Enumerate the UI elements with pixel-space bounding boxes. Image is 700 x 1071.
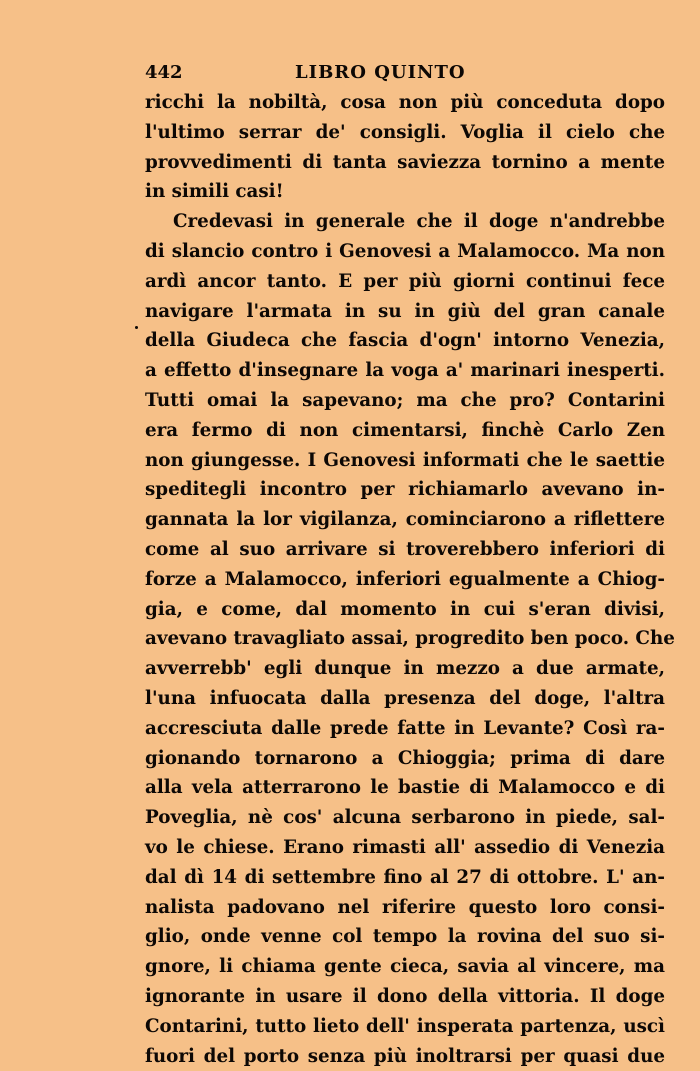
text-line: avevano travagliato assai, progredito ben poco. Che [145, 624, 665, 654]
margin-dot [135, 326, 138, 329]
text-line: provvedimenti di tanta saviezza tornino a mente [145, 148, 665, 178]
text-line: gionando tornarono a Chioggia; prima di dare [145, 744, 665, 774]
text-line: vo le chiese. Erano rimasti all' assedio di Venezia [145, 833, 665, 863]
text-line: gia, e come, dal momento in cui s'eran divisi, [145, 595, 665, 625]
text-line: a effetto d'insegnare la voga a' marinari inesperti. [145, 356, 665, 386]
body-text [145, 88, 665, 1071]
text-line: avverrebb' egli dunque in mezzo a due armate, [145, 654, 665, 684]
text-line: come al suo arrivare si troverebbero inferiori di [145, 535, 665, 565]
text-line: Tutti omai la sapevano; ma che pro? Contarini [145, 386, 665, 416]
page-number: 442 [145, 58, 183, 88]
text-line: Contarini, tutto lieto dell' insperata partenza, uscì [145, 1012, 665, 1042]
text-line: speditegli incontro per richiamarlo avevano in- [145, 475, 665, 505]
text-line: alla vela atterrarono le bastie di Malamocco e di [145, 773, 665, 803]
text-line: l'ultimo serrar de' consigli. Voglia il cielo che [145, 118, 665, 148]
text-line: non giungesse. I Genovesi informati che le saettie [145, 446, 665, 476]
text-line: era fermo di non cimentarsi, finchè Carlo Zen [145, 416, 665, 446]
line-wrapper [145, 326, 665, 356]
text-line: Poveglia, nè cos' alcuna serbarono in piede, sal- [145, 803, 665, 833]
text-line: della Giudeca che fascia d'ogn' intorno Venezia, [145, 326, 665, 356]
text-line: navigare l'armata in su in giù del gran canale [145, 297, 665, 327]
text-line: ardì ancor tanto. E per più giorni continui fece [145, 267, 665, 297]
text-line: nalista padovano nel riferire questo loro consi- [145, 893, 665, 923]
text-line: gannata la lor vigilanza, cominciarono a riflettere [145, 505, 665, 535]
book-page [145, 58, 665, 1071]
text-line: l'una infuocata dalla presenza del doge, l'altra [145, 684, 665, 714]
text-line: accresciuta dalle prede fatte in Levante? Così ra- [145, 714, 665, 744]
text-line: ignorante in usare il dono della vittoria. Il doge [145, 982, 665, 1012]
text-line: fuori del porto senza più inoltrarsi per quasi due [145, 1042, 665, 1071]
text-line: di slancio contro i Genovesi a Malamocco. Ma non [145, 237, 665, 267]
text-line: in simili casi! [145, 177, 665, 207]
text-line: dal dì 14 di settembre fino al 27 di ottobre. L' an- [145, 863, 665, 893]
text-line: gnore, li chiama gente cieca, savia al vincere, ma [145, 952, 665, 982]
text-line: Credevasi in generale che il doge n'andrebbe [145, 207, 665, 237]
running-title: LIBRO QUINTO [295, 58, 466, 88]
text-line: forze a Malamocco, inferiori egualmente a Chiog- [145, 565, 665, 595]
text-line: glio, onde venne col tempo la rovina del suo si- [145, 922, 665, 952]
text-line: ricchi la nobiltà, cosa non più conceduta dopo [145, 88, 665, 118]
running-head [145, 58, 665, 88]
